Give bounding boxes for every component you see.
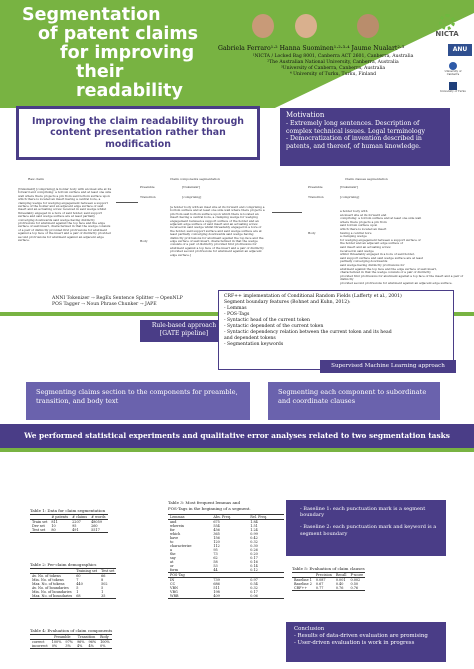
table-cell: 8 bbox=[101, 578, 104, 582]
table-cell: 35 bbox=[101, 594, 106, 598]
table-cell: 0.77 bbox=[315, 586, 324, 590]
crf-feature: - Syntactic dependency relation between the current token and its head and dependent tokens bbox=[224, 330, 392, 341]
table-header: POS-Tag bbox=[170, 573, 185, 577]
clause-line: the holder and an adjacent edge surface of bbox=[340, 241, 403, 246]
table-cell: 0% bbox=[100, 644, 106, 648]
crf-title: CRF++ implementation of Conditional Random Fields (Lafferty et al., 2001) bbox=[224, 294, 402, 299]
table-cell: 68 bbox=[76, 594, 81, 598]
rule-based-subtitle: [GATE pipeline] bbox=[159, 330, 209, 337]
table-header: # words bbox=[91, 515, 106, 519]
table1 bbox=[30, 514, 108, 533]
table-header: Recall bbox=[335, 573, 347, 577]
table-cell: and bbox=[170, 520, 177, 524]
conclusion-title: Conclusion bbox=[294, 626, 325, 632]
table-cell: 0.06 bbox=[250, 594, 258, 598]
clause-line: said support surface and said wedge surface are at least bbox=[340, 255, 423, 260]
anu-logo: ANU bbox=[448, 44, 472, 56]
table-cell: 7 bbox=[76, 578, 79, 582]
table-cell: 440 bbox=[76, 582, 83, 586]
table-cell: 1.51 bbox=[250, 524, 258, 528]
preamble-text: [Nuksmskr] bbox=[182, 185, 200, 189]
table-cell: 0.14 bbox=[250, 564, 258, 568]
table3-block bbox=[168, 500, 284, 599]
table-cell: 95 bbox=[72, 524, 77, 528]
table3-caption: Table 3: Most frequent lemmas and bbox=[168, 500, 241, 505]
table-cell: 0.76 bbox=[335, 586, 344, 590]
table-cell: 0.16 bbox=[250, 560, 258, 564]
affiliation: ³University of Canberra, Canberra, Australia bbox=[280, 66, 386, 71]
nicta-logo bbox=[432, 14, 462, 44]
clause-line: where there projects a pin from bbox=[340, 219, 387, 224]
table-cell: 0.32 bbox=[250, 586, 258, 590]
clause-body-tag: Body bbox=[308, 231, 316, 235]
table-cell: 554 bbox=[213, 524, 220, 528]
table-cell: 0.30 bbox=[250, 544, 258, 548]
table-cell: 1.24 bbox=[250, 528, 258, 532]
table-cell: IN bbox=[170, 578, 175, 582]
table-cell: incorrect bbox=[32, 644, 48, 648]
table-header: Body bbox=[100, 635, 109, 639]
table-cell: 80 bbox=[51, 528, 56, 532]
body-tag: Body bbox=[140, 239, 148, 243]
table-row bbox=[30, 644, 112, 649]
table-cell: 120 bbox=[213, 540, 220, 544]
table-cell: say bbox=[170, 556, 176, 560]
table-cell: 5517 bbox=[91, 528, 100, 532]
clause-line: received in said wedge bbox=[340, 248, 374, 253]
table-cell: form bbox=[170, 568, 179, 572]
clause-transition-text: [comprising] bbox=[340, 195, 360, 199]
clause-line: said bottom surface upon bbox=[340, 223, 378, 228]
table-cell: for bbox=[170, 528, 175, 532]
table-cell: 686 bbox=[213, 582, 220, 586]
clause-list bbox=[340, 210, 465, 285]
table-cell: wherein bbox=[170, 524, 184, 528]
crf-feature: - Segmentation keywords bbox=[224, 342, 284, 347]
crf-feature: - Syntactic dependent of the current token bbox=[224, 324, 324, 329]
table-row bbox=[30, 528, 108, 533]
table-cell: 4% bbox=[76, 644, 83, 648]
table-cell: 156 bbox=[213, 536, 220, 540]
table-cell: 0.54 bbox=[250, 582, 258, 586]
author-photo-2 bbox=[295, 14, 317, 38]
table-cell: 0.50 bbox=[350, 582, 359, 586]
table-cell: 4% bbox=[88, 644, 94, 648]
pipeline-line: POS Tagger → Noun Phrase Chunker → JAPE bbox=[52, 302, 157, 307]
conclusion-box bbox=[286, 622, 446, 662]
body-text: [a holder body with an inset site at its forward end comprising a bottom surface and at least one side wall where there projects a pin from said bottom surface upon which there is located an insert having a central bore, a clamping wedge for wedging engagement between a support surface of the holder and an adjacent edge surface of said insert and an actuating screw received in said wedge whilst threadably engaged in a bore of the holder, said support surface and said wedge surface are at least partially converging downwards said wedge having distinctly protrusions for abutment against the top face and the edge surface of said insert, characterized in that the wedge consists of a pair of distinctly provided first protrusions for abutment against a top face of the insert and a pair of distinctly provided second protrusions for abutment against an adjacent edge surface.] bbox=[170, 205, 265, 257]
table-cell: have bbox=[170, 536, 179, 540]
table4 bbox=[30, 634, 112, 649]
table-row bbox=[168, 594, 284, 599]
table-header: Training set bbox=[76, 569, 98, 573]
table-cell: 0.17 bbox=[250, 556, 258, 560]
title-line: Segmentation bbox=[22, 5, 161, 25]
table-cell: Test set bbox=[32, 528, 46, 532]
table-row bbox=[292, 586, 365, 591]
table-cell: 491 bbox=[72, 528, 79, 532]
clause-line: said wedge having distinctly protrusions for bbox=[340, 262, 405, 267]
author-list: Gabriela Ferraro¹·² Hanna Suominen¹·²·³·⁴ Jaume Nualart²·³ bbox=[218, 45, 405, 52]
table-cell: Dev set bbox=[32, 524, 45, 528]
table-cell: or bbox=[170, 564, 174, 568]
table1-caption: Table 1: Data for claim segmentation bbox=[30, 508, 106, 513]
raw-claim-label: Raw claim bbox=[28, 177, 44, 181]
arrow-components-to-clauses bbox=[272, 212, 302, 213]
table-cell: characterize bbox=[170, 544, 192, 548]
arrow-raw-to-components bbox=[116, 202, 138, 203]
motivation-title: Motivation bbox=[286, 111, 325, 119]
table-header: Preamble bbox=[54, 635, 71, 639]
table-cell: 1 bbox=[101, 590, 104, 594]
table-cell: 0.99 bbox=[250, 532, 258, 536]
conclusion-item: - Results of data-driven evaluation are promising bbox=[294, 633, 428, 639]
uc-logo-mark bbox=[449, 62, 457, 70]
table-cell: 96% bbox=[76, 640, 85, 644]
table-cell: 97% bbox=[65, 640, 73, 644]
table-cell: 58 bbox=[213, 560, 218, 564]
table-cell: 502 bbox=[101, 582, 108, 586]
clause-transition-tag: Transition bbox=[308, 195, 324, 199]
table-cell: 0.32 bbox=[250, 540, 258, 544]
affiliation: ¹NICTA / Locked Bag 8001, Canberra ACT 2601, Canberra, Australia bbox=[252, 54, 414, 59]
crf-subtitle: Segment boundary features (Bohnet and Kuhn, 2012): bbox=[224, 300, 351, 305]
table4-caption: Table 4: Evaluation of claim components bbox=[30, 628, 113, 633]
table-cell: the bbox=[170, 552, 176, 556]
table-cell: 53 bbox=[213, 564, 218, 568]
table-cell: 73 bbox=[213, 552, 218, 556]
clause-line: comprising: a bottom surface and at least one side wall bbox=[340, 216, 422, 221]
table-cell: VBN bbox=[170, 586, 178, 590]
table-cell: which bbox=[170, 532, 181, 536]
table-cell: 675 bbox=[213, 520, 220, 524]
transition-text: [comprising] bbox=[182, 195, 202, 199]
table-cell: 60 bbox=[76, 574, 81, 578]
table-cell: VBG bbox=[170, 590, 178, 594]
segmentation-figure bbox=[10, 172, 465, 292]
title-line: for improving bbox=[60, 43, 195, 63]
title-line: of patent claims bbox=[38, 24, 199, 44]
clause-line: an insert site at its forward end bbox=[340, 212, 387, 217]
table-cell: 62 bbox=[213, 556, 218, 560]
uc-logo bbox=[438, 62, 468, 80]
affiliations bbox=[238, 54, 428, 78]
table4-block bbox=[30, 628, 112, 649]
table-cell: 198 bbox=[213, 590, 220, 594]
table-cell: 739 bbox=[213, 578, 220, 582]
table-header: Test set bbox=[101, 569, 115, 573]
table-cell: 1 bbox=[76, 590, 79, 594]
affiliation: ⁴ University of Turku, Turku, Finland bbox=[289, 72, 377, 77]
table-cell: 2207 bbox=[72, 520, 81, 524]
table-cell: 260 bbox=[91, 524, 98, 528]
table-header: Rel. Freq. bbox=[250, 515, 268, 519]
table-cell: Min. No. of tokens bbox=[32, 578, 64, 582]
raw-claim-text: [Nuksmskr] [comprising] /a holder body with an inset site at its forward end comprising: a bottom surface and at least one side wall where there projects a pin from said bottom surface upon which there is located an insert having a central bore, a clamping wedge for wedging engagement between a support surface of the holder and an adjacent edge surface of said insert and an actuating screw received in said wedge whilst threadably engaged in a bore of said holder, said support surface and said wedge surface are at least partially converging downwards said wedge having distinctly protrusions for abutment against the top face and the edge surface of said insert, characterized in that the wedge consists of a pair of distinctly provided first protrusions for abutment against a top face of the insert and a pair of distinctly provided second protrusions for abutment against an adjacent edge surface. bbox=[18, 187, 112, 243]
table-cell: 0.67 bbox=[315, 582, 324, 586]
affiliation: ²The Australian National University, Canberra, Australia bbox=[267, 60, 399, 65]
clause-line: for wedging engagement between a support surface of bbox=[340, 237, 421, 242]
table-cell: 66 bbox=[101, 574, 106, 578]
table-cell: Max. No. of boundaries bbox=[32, 594, 73, 598]
table-cell: 0.42 bbox=[250, 536, 258, 540]
table-cell: to bbox=[170, 540, 174, 544]
clause-line: whilst threadably engaged in a bore of said holder, bbox=[340, 252, 415, 257]
clause-line: partially converging downwards bbox=[340, 259, 388, 264]
gate-pipeline-text bbox=[52, 296, 212, 308]
table-cell: 365 bbox=[213, 532, 220, 536]
uc-logo-text: University of Canberra bbox=[444, 70, 462, 76]
table-cell: CC bbox=[170, 582, 176, 586]
table-cell: 811 bbox=[51, 520, 58, 524]
crf-feature: - POS-Tags bbox=[224, 312, 250, 317]
preamble-tag: Preamble bbox=[140, 185, 155, 189]
segmenting-right-box: Segmenting each component to subordinate and coordinate clauses bbox=[268, 382, 440, 420]
clause-line: said insert and an actuating screw bbox=[340, 244, 391, 249]
pipeline-line: ANNI Tokenizer → RegEx Sentence Splitter → OpenNLP bbox=[52, 296, 183, 301]
table-row bbox=[30, 594, 116, 599]
table-cell: 511 bbox=[213, 586, 220, 590]
table-cell: 0.087 bbox=[315, 578, 326, 582]
table-cell: 96% bbox=[88, 640, 97, 644]
table-header: Transition bbox=[77, 635, 96, 639]
clause-preamble-tag: Preamble bbox=[308, 185, 323, 189]
table-cell: 48059 bbox=[91, 520, 102, 524]
table-cell: 5 bbox=[76, 586, 79, 590]
crf-feature: - Lemmas bbox=[224, 306, 247, 311]
supervised-box: Supervised Machine Learning approach bbox=[320, 360, 456, 373]
table2 bbox=[30, 568, 116, 599]
table2-caption: Table 2: Per-claim demographics bbox=[30, 562, 97, 567]
clause-line: which there is located an insert bbox=[340, 226, 387, 231]
table-cell: 0.40 bbox=[335, 582, 344, 586]
table5-block bbox=[292, 566, 365, 591]
table-cell: 0% bbox=[51, 644, 58, 648]
table1-block bbox=[30, 508, 108, 533]
clause-line: abutment against the top face and the edge surface of said insert, bbox=[340, 266, 437, 271]
table-cell: 409 bbox=[213, 594, 220, 598]
experiments-banner: We performed statistical experiments and qualitative error analyses related to two segmentation tasks bbox=[0, 424, 474, 448]
table-cell: Max. No. of tokens bbox=[32, 582, 65, 586]
table-cell: correct bbox=[32, 640, 45, 644]
table2-block bbox=[30, 562, 116, 599]
table-header: Lemmas bbox=[170, 515, 185, 519]
baseline-item: - Baseline 2: each punctuation mark and keyword is a segment boundary bbox=[300, 524, 437, 537]
components-label: Claim components segmentation bbox=[170, 177, 220, 181]
table-cell: Baseline 2 bbox=[294, 582, 312, 586]
table-cell: CRF++ bbox=[294, 586, 308, 590]
table-cell: 112 bbox=[213, 544, 220, 548]
table-cell: 10 bbox=[51, 524, 56, 528]
table-cell: 0.17 bbox=[250, 590, 258, 594]
goal-box bbox=[16, 106, 260, 160]
motivation-item: - Extremely long sentences. Description of complex technical issues. Legal terminology bbox=[286, 120, 426, 135]
green-divider-2 bbox=[0, 448, 474, 452]
clause-line: characterized in that the wedge consists of a pair of distinctly bbox=[340, 270, 431, 275]
table-header: # claims bbox=[72, 515, 88, 519]
table-cell: WRB bbox=[170, 594, 179, 598]
table-cell: 1.84 bbox=[250, 520, 258, 524]
clause-line: having a central bore bbox=[340, 230, 372, 235]
table-header: Abs. Freq. bbox=[213, 515, 232, 519]
table-cell: 0.20 bbox=[250, 552, 258, 556]
poster-title bbox=[8, 6, 208, 101]
table-cell: a bbox=[170, 548, 173, 552]
table-cell: 100% bbox=[100, 640, 110, 644]
table-cell: Train set bbox=[32, 520, 48, 524]
clauses-label: Claim clauses segmentation bbox=[345, 177, 388, 181]
table-cell: 3% bbox=[65, 644, 71, 648]
rule-based-title: Rule-based approach bbox=[151, 322, 217, 329]
author-photo-1 bbox=[252, 14, 274, 38]
table-cell: 456 bbox=[213, 528, 220, 532]
table-cell: 44 bbox=[213, 568, 218, 572]
table-cell: 0.002 bbox=[350, 578, 361, 582]
crf-feature: - Syntactic head of the current token bbox=[224, 318, 310, 323]
table-cell: 100% bbox=[51, 640, 62, 644]
clause-line: provided first protrusions for abutment against a top face of the insert and a pair of distinctly bbox=[340, 273, 464, 282]
author-photo-3 bbox=[357, 14, 379, 38]
conclusion-item: - User-driven evaluation is work in progress bbox=[294, 640, 415, 646]
turku-logo bbox=[438, 82, 468, 96]
table-cell: 0.001 bbox=[335, 578, 346, 582]
table-header: Precision bbox=[315, 573, 332, 577]
motivation-box bbox=[280, 108, 450, 166]
table-cell: Baseline 1 bbox=[294, 578, 312, 582]
nicta-logo-text: NICTA bbox=[435, 30, 459, 38]
nicta-logo-mark bbox=[439, 14, 455, 30]
table-cell: 95 bbox=[213, 548, 218, 552]
crf-box bbox=[218, 290, 454, 370]
table-cell: 0.76 bbox=[350, 586, 359, 590]
table-header: # patents bbox=[51, 515, 69, 519]
table-cell: Min. No. of boundaries bbox=[32, 590, 72, 594]
table-cell: 0.12 bbox=[250, 568, 258, 572]
table-header: F-score bbox=[350, 573, 364, 577]
transition-tag: Transition bbox=[140, 195, 156, 199]
rule-based-box bbox=[140, 320, 228, 342]
clause-line: provided second protrusions for abutment against an adjacent edge surface. bbox=[340, 280, 453, 285]
table-cell: 5 bbox=[101, 586, 104, 590]
clause-line: a clamping wedge bbox=[340, 234, 367, 239]
clause-preamble-text: [Nuksmskr] bbox=[340, 185, 358, 189]
motivation-item: - Democratization of invention described in patents, and thereof, of human knowledge. bbox=[286, 135, 422, 150]
turku-logo-text: University of Turku bbox=[440, 90, 466, 93]
table3-caption: POS-Tags in the beginning of a segment. bbox=[168, 506, 251, 511]
table-cell: at bbox=[170, 560, 174, 564]
baselines-box bbox=[286, 500, 446, 556]
table5-caption: Table 5: Evaluation of claim clauses bbox=[292, 566, 365, 571]
table-cell: 0.97 bbox=[250, 578, 258, 582]
title-line: their readability bbox=[76, 62, 183, 101]
baseline-item: - Baseline 1: each punctuation mark is a segment boundary bbox=[300, 506, 426, 519]
table-cell: Av. No. of boundaries bbox=[32, 586, 69, 590]
table5 bbox=[292, 572, 365, 591]
table3 bbox=[168, 514, 284, 599]
goal-text: Improving the claim readability through content presentation rather than modification bbox=[32, 115, 244, 150]
clause-line: a holder body with bbox=[340, 209, 368, 213]
turku-logo-mark bbox=[449, 82, 457, 90]
segmenting-left-box: Segmenting claims section to the components for preamble, transition, and body text bbox=[26, 382, 250, 420]
table-cell: Av. No. of tokens bbox=[32, 574, 61, 578]
table-cell: 0.26 bbox=[250, 548, 258, 552]
